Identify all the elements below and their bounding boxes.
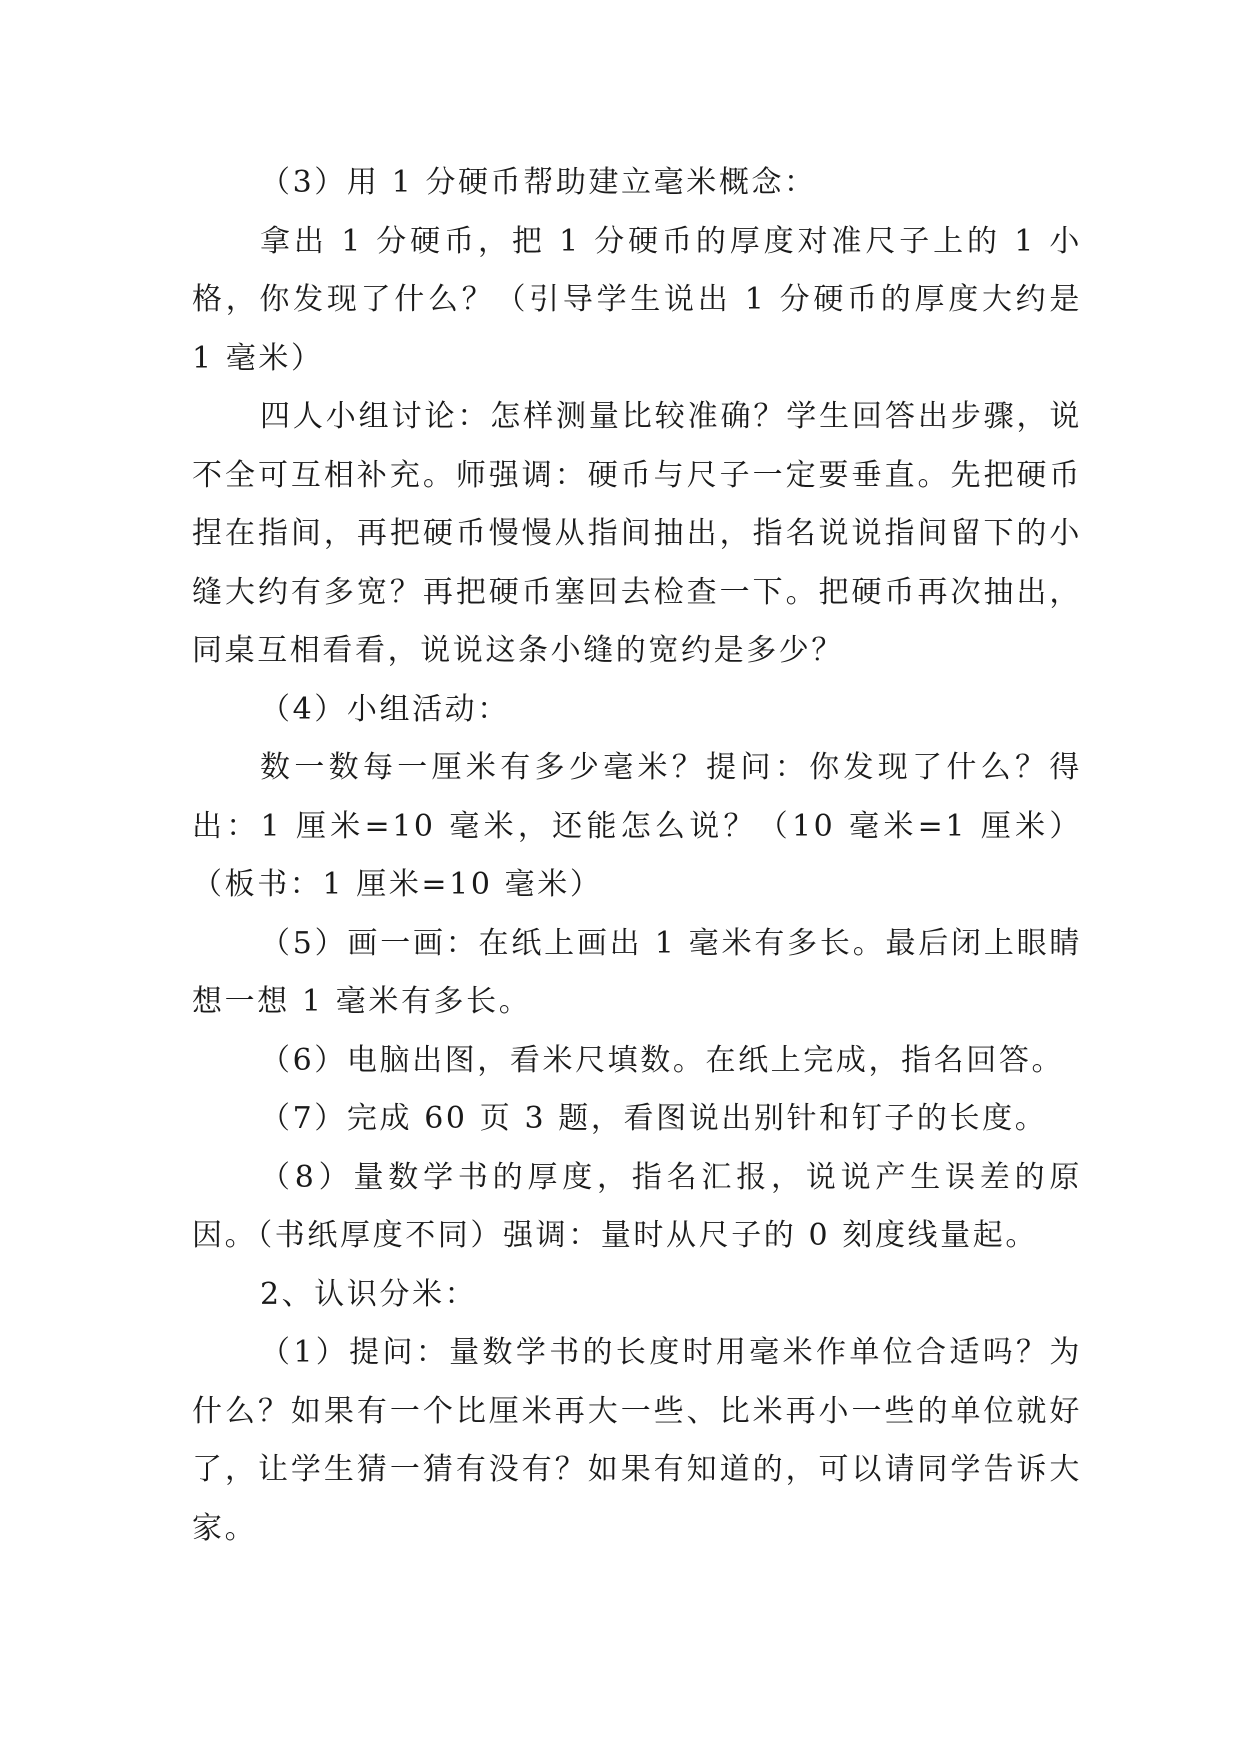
paragraph-step-5-draw: （5）画一画：在纸上画出 1 毫米有多长。最后闭上眼睛想一想 1 毫米有多长。 xyxy=(192,925,1082,1019)
paragraph-step-3-heading: （3）用 1 分硬币帮助建立毫米概念： xyxy=(260,165,817,200)
document-body xyxy=(192,154,1082,1558)
paragraph-step-7-exercise: （7）完成 60 页 3 题，看图说出别针和钉子的长度。 xyxy=(260,1101,1048,1136)
paragraph-count-millimeters: 数一数每一厘米有多少毫米？提问：你发现了什么？得出：1 厘米=10 毫米，还能怎么说？（10 毫米=1 厘米）（板书：1 厘米=10 毫米） xyxy=(192,750,1082,902)
paragraph-step-8-measure: （8）量数学书的厚度，指名汇报，说说产生误差的原因。（书纸厚度不同）强调：量时从尺子的 0 刻度线量起。 xyxy=(192,1159,1082,1253)
paragraph-coin-thickness: 拿出 1 分硬币，把 1 分硬币的厚度对准尺子上的 1 小格，你发现了什么？（引导学生说出 1 分硬币的厚度大约是 1 毫米） xyxy=(192,223,1082,376)
paragraph-step-4-heading: （4）小组活动： xyxy=(260,691,510,727)
paragraph-step-6-computer: （6）电脑出图，看米尺填数。在纸上完成，指名回答。 xyxy=(260,1042,1065,1078)
paragraph-decimeter-question: （1）提问：量数学书的长度时用毫米作单位合适吗？为什么？如果有一个比厘米再大一些、比米再小一些的单位就好了，让学生猜一猜有没有？如果有知道的，可以请同学告诉大家。 xyxy=(192,1335,1082,1546)
paragraph-section-2-heading: 2、认识分米： xyxy=(260,1276,478,1312)
paragraph-group-discussion: 四人小组讨论：怎样测量比较准确？学生回答出步骤，说不全可互相补充。师强调：硬币与尺子一定要垂直。先把硬币捏在指间，再把硬币慢慢从指间抽出，指名说说指间留下的小缝大约有多宽？再把硬币塞回去检查一下。把硬币再次抽出，同桌互相看看，说说这条小缝的宽约是多少？ xyxy=(192,399,1082,668)
